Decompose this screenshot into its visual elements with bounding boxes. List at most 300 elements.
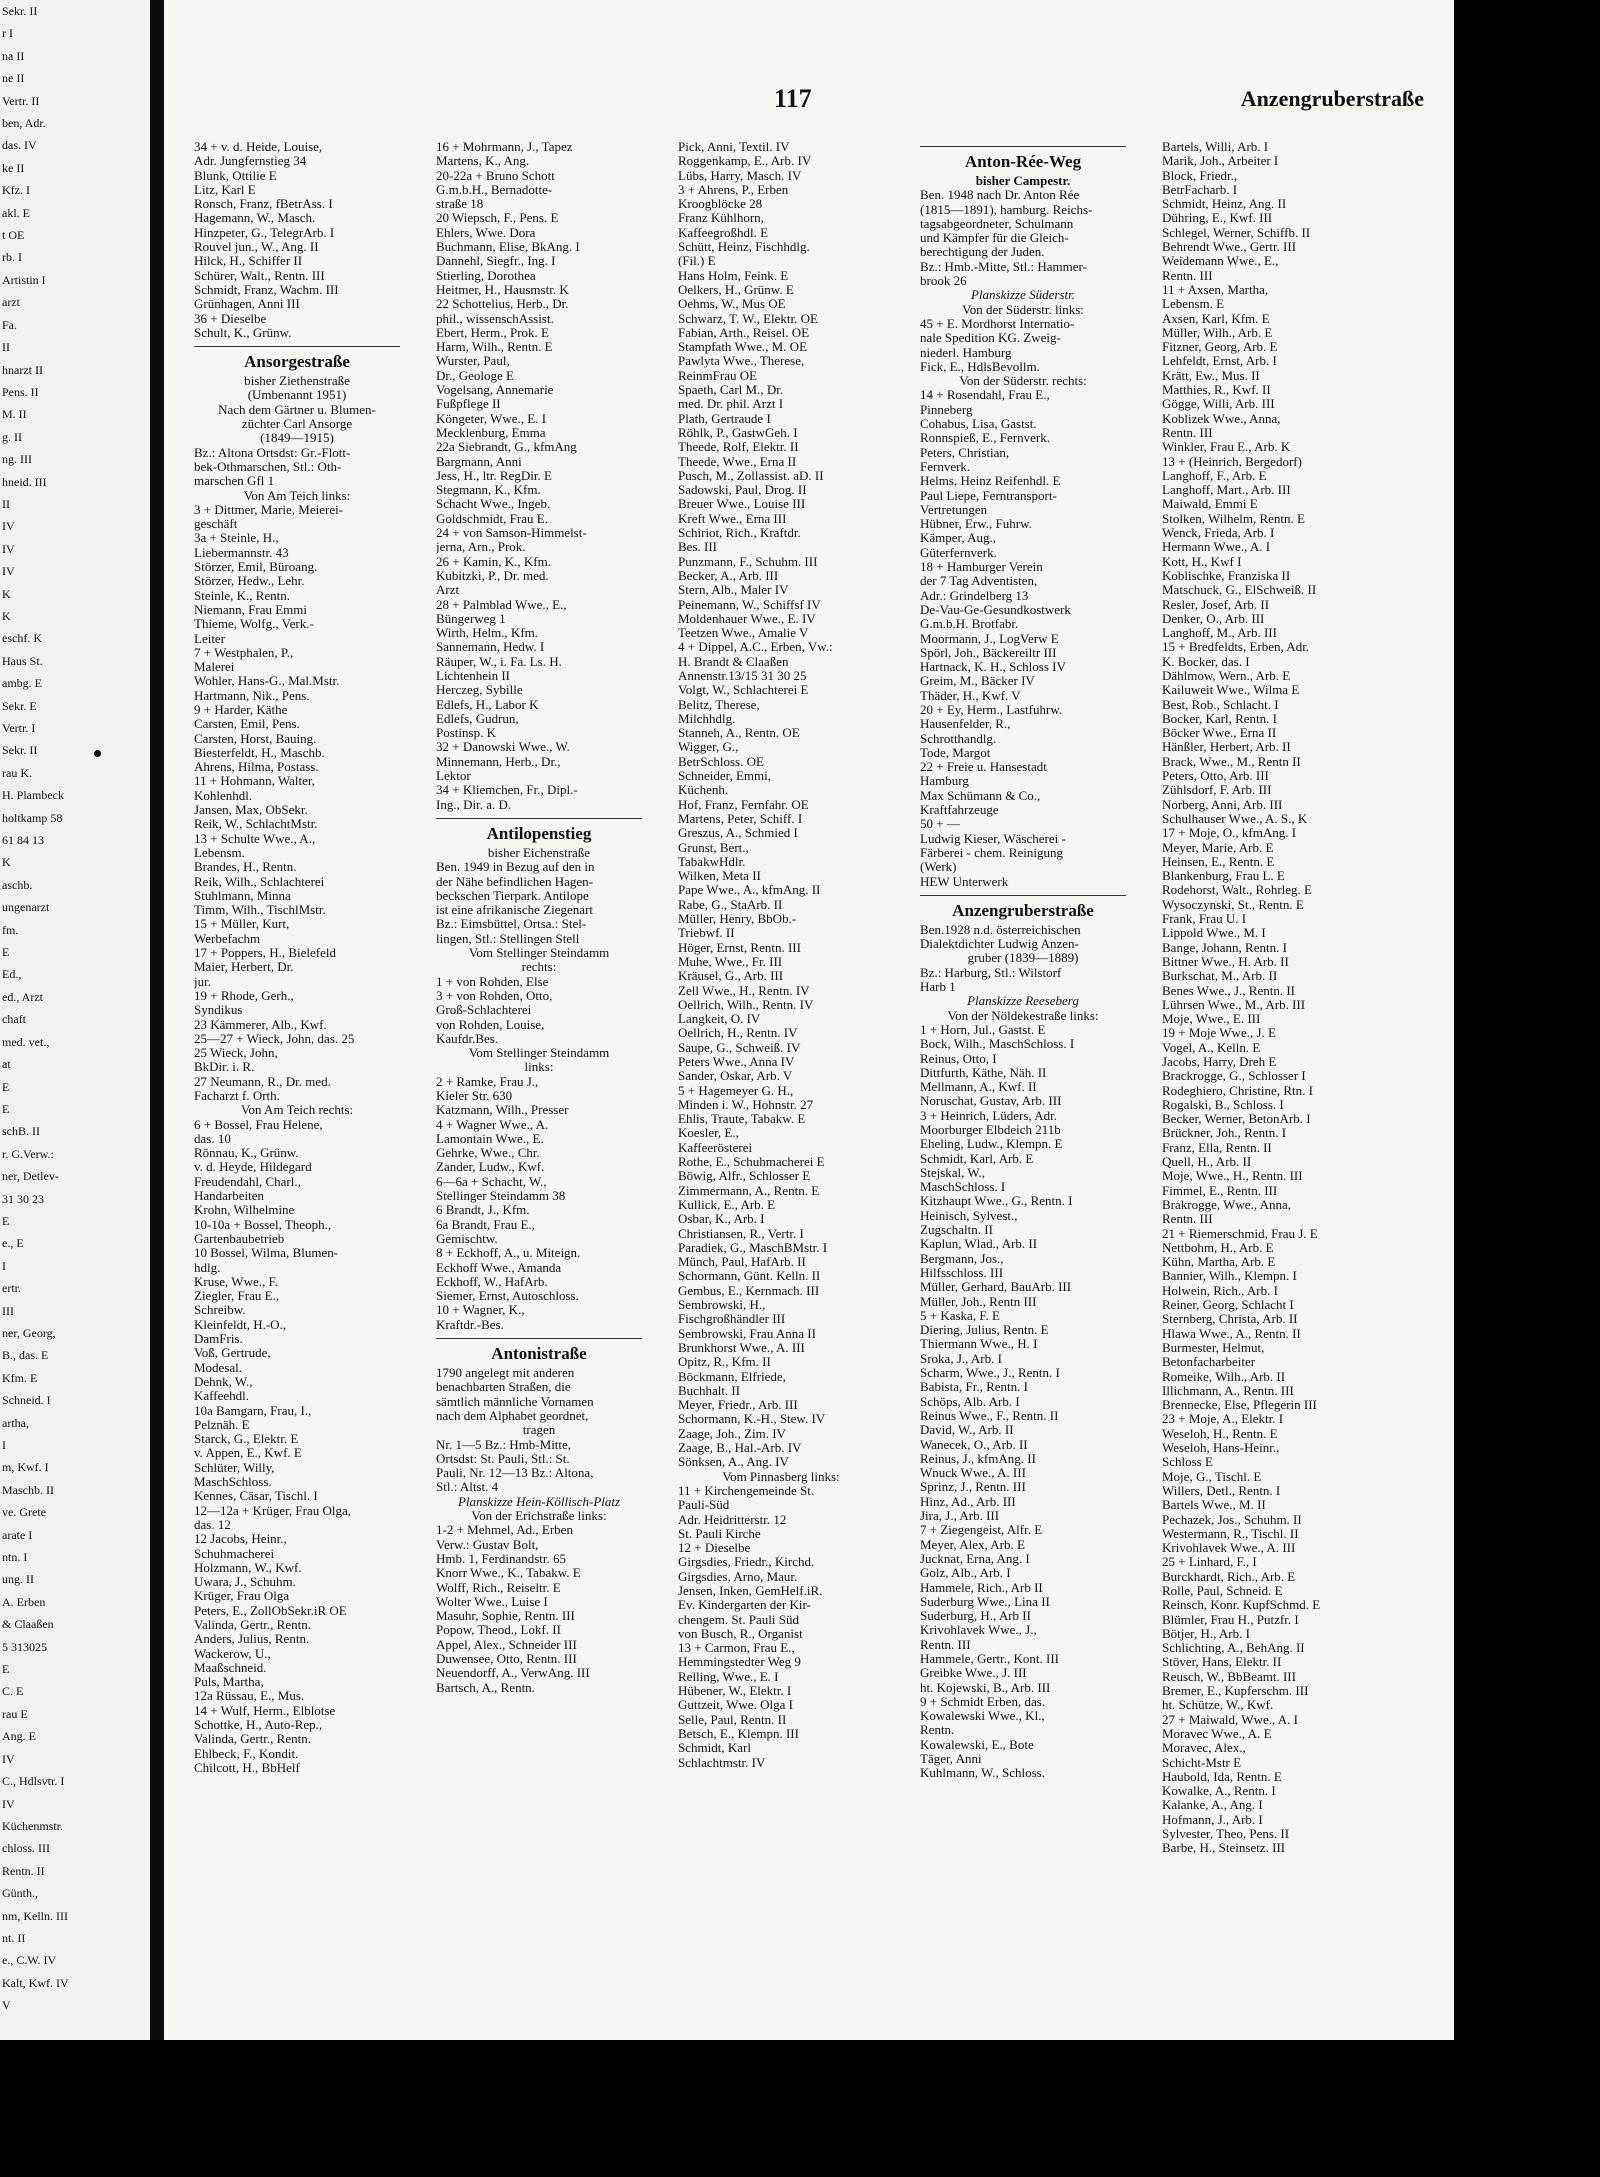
directory-entry: Meyer, Marie, Arb. E xyxy=(1162,840,1274,855)
directory-entry: Peters, Otto, Arb. III xyxy=(1162,769,1269,784)
book-gutter xyxy=(150,0,164,2040)
left-fragment-line: 61 84 13 xyxy=(2,833,44,848)
left-fragment-line: ed., Arzt xyxy=(2,989,43,1004)
directory-entry: Denker, O., Arb. III xyxy=(1162,611,1265,626)
directory-entry: Weseloh, Hans-Heinr., xyxy=(1162,1441,1280,1456)
directory-entry: Voß, Gertrude, xyxy=(194,1346,271,1361)
directory-entry: Oehms, W., Mus OE xyxy=(678,297,786,312)
directory-entry: Popow, Theod., Lokf. II xyxy=(436,1623,561,1638)
directory-entry: Anders, Julius, Rentn. xyxy=(194,1632,310,1647)
directory-entry: 12 + Dieselbe xyxy=(678,1541,751,1556)
left-fragment-line: holtkamp 58 xyxy=(2,810,63,825)
street-heading: Anzengruberstraße xyxy=(920,895,1126,921)
directory-entry: Wackerow, U., xyxy=(194,1646,271,1661)
left-fragment-line: artha, xyxy=(2,1415,29,1430)
left-fragment-line: Fa. xyxy=(2,317,17,332)
directory-entry: Bartsch, A., Rentn. xyxy=(436,1680,535,1695)
directory-entry: Sembrowski, H., xyxy=(678,1298,766,1313)
directory-entry: Werbefachm xyxy=(194,931,261,946)
directory-entry: Kullick, E., Arb. E xyxy=(678,1197,776,1212)
left-fragment-line: chloss. III xyxy=(2,1841,50,1856)
left-fragment-line: e., C.W. IV xyxy=(2,1953,57,1968)
directory-entry: Brackrogge, G., Schlosser I xyxy=(1162,1069,1306,1084)
directory-entry: Ing., Dir. a. D. xyxy=(436,797,512,812)
directory-entry: Westermann, R., Tischl. II xyxy=(1162,1526,1299,1541)
directory-entry: Herczeg, Sybille xyxy=(436,683,523,698)
directory-entry: Ev. Kindergarten der Kir- xyxy=(678,1598,811,1613)
directory-entry: Becker, Werner, BetonArb. I xyxy=(1162,1112,1311,1127)
directory-entry: Liebermannstr. 43 xyxy=(194,545,289,560)
directory-entry: Reik, Wilh., Schlachterei xyxy=(194,874,325,889)
directory-entry: Betsch, E., Klempn. III xyxy=(678,1726,799,1741)
directory-entry: H. Brandt & Claaßen xyxy=(678,654,789,669)
directory-entry: Moje, G., Tischl. E xyxy=(1162,1469,1262,1484)
directory-entry: Zaage, Joh., Zim. IV xyxy=(678,1426,786,1441)
directory-entry: Pape Wwe., A., kfmAng. II xyxy=(678,883,821,898)
directory-entry: Schütt, Heinz, Fischhdlg. xyxy=(678,240,810,255)
directory-entry: Paradiek, G., MaschBMstr. I xyxy=(678,1240,828,1255)
directory-entry: Nr. 1—5 Bz.: Hmb-Mitte, xyxy=(436,1437,572,1452)
left-fragment-line: r I xyxy=(2,26,13,41)
left-fragment-line: at xyxy=(2,1057,11,1072)
directory-entry: bisher Campestr. xyxy=(975,174,1071,188)
directory-entry: brook 26 xyxy=(920,274,967,289)
directory-entry: Cohabus, Lisa, Gastst. xyxy=(920,417,1037,432)
directory-entry: Wolter Wwe., Luise I xyxy=(436,1594,548,1609)
directory-entry: Zaage, B., Hal.-Arb. IV xyxy=(678,1441,802,1456)
directory-entry: Dählmow, Wern., Arb. E xyxy=(1162,668,1291,683)
left-fragment-line: ambg. E xyxy=(2,676,42,691)
directory-entry: Block, Friedr., xyxy=(1162,168,1238,183)
directory-entry: Kailuweit Wwe., Wilma E xyxy=(1162,683,1300,698)
directory-entry: Franz, Ella, Rentn. II xyxy=(1162,1140,1272,1155)
directory-entry: Buchhalt. II xyxy=(678,1383,741,1398)
directory-entry: bisher Eichenstraße xyxy=(487,845,591,860)
directory-entry: Kowalewski, E., Bote xyxy=(920,1737,1034,1752)
left-fragment-line: ntn. I xyxy=(2,1550,28,1565)
left-fragment-line: ben, Adr. xyxy=(2,116,46,131)
directory-entry: lingen, Stl.: Stellingen Stell xyxy=(436,931,580,946)
directory-entry: sämtlich männliche Vornamen xyxy=(436,1394,594,1409)
directory-entry: Böckmann, Elfriede, xyxy=(678,1369,786,1384)
directory-entry: Sönksen, A., Ang. IV xyxy=(678,1455,789,1470)
left-fragment-line: aschb. xyxy=(2,877,33,892)
left-fragment-line: IV xyxy=(2,1796,15,1811)
directory-entry: Bz.: Altona Ortsdst: Gr.-Flott- xyxy=(194,445,351,460)
street-heading: Antilopenstieg xyxy=(436,818,642,844)
directory-entry: Dühring, E., Kwf. III xyxy=(1162,211,1273,226)
directory-entry: Golz, Alb., Arb. I xyxy=(920,1566,1011,1581)
directory-entry: 36 + Dieselbe xyxy=(194,311,267,326)
directory-entry: 32 + Danowski Wwe., W. xyxy=(436,740,570,755)
directory-entry: Matthies, R., Kwf. II xyxy=(1162,383,1271,398)
directory-entry: Reinus, J., kfmAng. II xyxy=(920,1451,1036,1466)
directory-entry: Stellinger Steindamm 38 xyxy=(436,1189,566,1204)
directory-entry: Rentn. III xyxy=(1162,1212,1213,1227)
directory-entry: Greibke Wwe., J. III xyxy=(920,1666,1027,1681)
directory-entry: 6—6a + Schacht, W., xyxy=(436,1174,547,1189)
directory-entry: Krivohlavek Wwe., J., xyxy=(920,1623,1037,1638)
directory-entry: Sylvester, Theo, Pens. II xyxy=(1162,1827,1290,1842)
directory-entry: Burckhardt, Rich., Arb. E xyxy=(1162,1569,1296,1584)
left-fragment-line: ungenarzt xyxy=(2,900,50,915)
left-fragment-line: akl. E xyxy=(2,205,30,220)
directory-entry: Litz, Karl E xyxy=(194,182,256,197)
directory-entry: Schlegel, Werner, Schiffb. II xyxy=(1162,225,1311,240)
directory-entry: (1815—1891), hamburg. Reichs- xyxy=(920,202,1093,217)
directory-entry: Planskizze Süderstr. xyxy=(971,288,1075,303)
directory-entry: Martens, K., Ang. xyxy=(436,154,530,169)
directory-entry: Von der Süderstr. links: xyxy=(962,302,1084,317)
directory-entry: Girgsdies, Friedr., Kirchd. xyxy=(678,1555,815,1570)
directory-entry: Schöps, Alb. Arb. I xyxy=(920,1394,1020,1409)
directory-entry: 34 + Kliemchen, Fr., Dipl.- xyxy=(436,783,578,798)
left-fragment-line: V xyxy=(2,1998,11,2013)
directory-entry: Arzt xyxy=(436,583,460,598)
directory-entry: Zell Wwe., H., Rentn. IV xyxy=(678,983,810,998)
directory-entry: Ahrens, Hilma, Postass. xyxy=(194,760,319,775)
left-fragment-line: nm, Kelln. III xyxy=(2,1908,68,1923)
directory-entry: Kräusel, G., Arb. III xyxy=(678,969,784,984)
directory-entry: Schmidt, Franz, Wachm. III xyxy=(194,282,339,297)
directory-entry: Mellmann, A., Kwf. II xyxy=(920,1080,1037,1095)
left-fragment-line: das. IV xyxy=(2,138,37,153)
directory-entry: 9 + Harder, Käthe xyxy=(194,702,288,717)
directory-entry: Edlefs, Gudrun, xyxy=(436,711,519,726)
directory-entry: Kalanke, A., Ang. I xyxy=(1162,1798,1263,1813)
directory-entry: Schrotthandlg. xyxy=(920,731,997,746)
directory-entry: Masuhr, Sophie, Rentn. III xyxy=(436,1609,575,1624)
directory-entry: Burkschat, M., Arb. II xyxy=(1162,969,1278,984)
left-fragment-line: Günth., xyxy=(2,1886,38,1901)
left-fragment-line: IV xyxy=(2,519,15,534)
directory-entry: Facharzt f. Orth. xyxy=(194,1089,280,1103)
directory-entry: Täger, Anni xyxy=(920,1752,982,1767)
directory-entry: Stern, Alb., Maler IV xyxy=(678,583,789,598)
directory-entry: Wilken, Meta II xyxy=(678,869,761,884)
directory-entry: Malerei xyxy=(194,660,235,675)
directory-entry: rechts: xyxy=(521,960,557,975)
directory-entry: Jess, H., ltr. RegDir. E xyxy=(436,468,552,483)
left-fragment-line: Ed., xyxy=(2,967,22,982)
directory-entry: Langkeit, O. IV xyxy=(678,1012,761,1027)
directory-entry: Holwein, Rich., Arb. I xyxy=(1162,1283,1278,1298)
directory-entry: Langhoff, F., Arb. E xyxy=(1162,468,1267,483)
directory-entry: Oellrich, Wilh., Rentn. IV xyxy=(678,997,814,1012)
directory-entry: Von Am Teich links: xyxy=(243,488,351,503)
directory-entry: Fußpflege II xyxy=(436,397,501,412)
left-fragment-line: nt. II xyxy=(2,1930,26,1945)
directory-entry: 26 + Kamin, K., Kfm. xyxy=(436,554,551,569)
directory-entry: Triebwf. II xyxy=(678,926,735,941)
directory-entry: Jansen, Max, ObSekr. xyxy=(194,803,308,818)
directory-entry: Pelznäh. E xyxy=(194,1417,250,1432)
left-fragment-line: Kfz. I xyxy=(2,183,30,198)
directory-entry: Kleinfeldt, H.-O., xyxy=(194,1317,287,1332)
directory-entry: Koesler, E., xyxy=(678,1126,739,1141)
directory-entry: Reinsch, Konr. KupfSchmd. E xyxy=(1162,1598,1321,1613)
directory-entry: med. Dr. phil. Arzt I xyxy=(678,397,784,412)
directory-entry: 8 + Eckhoff, A., u. Miteign. xyxy=(436,1246,581,1261)
directory-entry: Peters, E., ZollObSekr.iR OE xyxy=(194,1603,347,1618)
directory-entry: Höger, Ernst, Rentn. III xyxy=(678,940,801,955)
left-fragment-line: ner, Georg, xyxy=(2,1325,56,1340)
directory-entry: 10-10a + Bossel, Theoph., xyxy=(194,1217,332,1232)
directory-entry: Krohn, Wilhelmine xyxy=(194,1203,295,1218)
directory-entry: Reinus Wwe., F., Rentn. II xyxy=(920,1408,1059,1423)
directory-entry: Hilck, H., Schiffer II xyxy=(194,254,303,269)
directory-entry: Reiner, Georg, Schlacht I xyxy=(1162,1298,1294,1313)
directory-entry: Willers, Detl., Rentn. I xyxy=(1162,1483,1281,1498)
directory-entry: Schormann, K.-H., Stew. IV xyxy=(678,1412,826,1427)
directory-entry: hdlg. xyxy=(194,1260,221,1275)
directory-entry: 1-2 + Mehmel, Ad., Erben xyxy=(436,1523,573,1538)
directory-entry: Koblizek Wwe., Anna, xyxy=(1162,411,1281,426)
directory-entry: Fabian, Arth., Reisel. OE xyxy=(678,325,810,340)
left-fragment-line: C. E xyxy=(2,1684,24,1699)
left-fragment-line: II xyxy=(2,340,10,355)
directory-entry: Zimmermann, A., Rentn. E xyxy=(678,1183,820,1198)
directory-entry: Von der Nöldekestraße links: xyxy=(947,1008,1099,1023)
directory-entry: 10 + Wagner, K., xyxy=(436,1303,525,1318)
left-fragment-line: Sekr. II xyxy=(2,743,38,758)
directory-entry: Pusch, M., Zollassist. aD. II xyxy=(678,468,824,483)
directory-entry: 6 Brandt, J., Kfm. xyxy=(436,1203,530,1218)
directory-entry: 17 + Moje, O., kfmAng. I xyxy=(1162,826,1297,841)
directory-entry: Rolle, Paul, Schneid. E xyxy=(1162,1583,1283,1598)
directory-entry: Wenck, Frieda, Arb. I xyxy=(1162,526,1275,541)
directory-entry: Guttzeit, Wwe. Olga I xyxy=(678,1698,793,1713)
directory-entry: 7 + Westphalen, P., xyxy=(194,645,294,660)
directory-entry: Teetzen Wwe., Amalie V xyxy=(678,626,809,641)
directory-entry: 19 + Rhode, Gerh., xyxy=(194,988,294,1003)
street-heading: Anton-Rée-Weg xyxy=(920,146,1126,172)
directory-entry: Blunk, Ottilie E xyxy=(194,168,277,183)
directory-entry: Verw.: Gustav Bolt, xyxy=(436,1537,539,1552)
binding-dot xyxy=(94,750,101,757)
directory-entry: Starck, G., Elektr. E xyxy=(194,1432,299,1447)
directory-entry: Moormann, J., LogVerw E xyxy=(920,631,1059,646)
column-2 xyxy=(436,140,642,1695)
directory-entry: BetrSchloss. OE xyxy=(678,754,764,769)
directory-entry: Ebert, Herm., Prok. E xyxy=(436,325,550,340)
directory-entry: 13 + (Heinrich, Bergedorf) xyxy=(1162,454,1302,469)
directory-entry: Postinsp. K xyxy=(436,726,496,741)
directory-entry: Kaffeehdl. xyxy=(194,1389,249,1404)
directory-entry: Hemmingstedter Weg 9 xyxy=(678,1655,801,1670)
left-fragment-line: Schneid. I xyxy=(2,1393,51,1408)
directory-entry: G.m.b.H. Brotfabr. xyxy=(920,617,1019,632)
directory-entry: 25 Wieck, John, xyxy=(194,1046,278,1061)
directory-entry: Dehnk, W., xyxy=(194,1374,253,1389)
directory-entry: Tode, Margot xyxy=(920,745,991,760)
directory-entry: Sannemann, Hedw. I xyxy=(436,640,545,655)
directory-entry: Rouvel jun., W., Ang. II xyxy=(194,240,319,255)
directory-entry: Wigger, G., xyxy=(678,740,739,755)
directory-entry: David, W., Arb. II xyxy=(920,1423,1014,1438)
directory-entry: Schottke, H., Auto-Rep., xyxy=(194,1718,323,1733)
left-fragment-line: med. vet., xyxy=(2,1034,50,1049)
directory-entry: von Rohden, Louise, xyxy=(436,1017,545,1032)
directory-entry: Marik, Joh., Arbeiter I xyxy=(1162,154,1279,169)
directory-entry: Illichmann, A., Rentn. III xyxy=(1162,1383,1294,1398)
directory-entry: Schormann, Günt. Kelln. II xyxy=(678,1269,821,1284)
directory-entry: marschen Gfl 1 xyxy=(194,474,275,489)
directory-entry: 2 + Ramke, Frau J., xyxy=(436,1074,539,1089)
directory-entry: bek-Othmarschen, Stl.: Oth- xyxy=(194,459,342,474)
directory-entry: Fimmel, E., Rentn. III xyxy=(1162,1183,1278,1198)
directory-entry: Valinda, Gertr., Rentn. xyxy=(194,1617,311,1632)
left-fragment-line: IV xyxy=(2,541,15,556)
left-fragment-line: arate I xyxy=(2,1527,33,1542)
directory-entry: Bergmann, Jos., xyxy=(920,1251,1004,1266)
directory-entry: 10a Bamgarn, Frau, I., xyxy=(194,1403,312,1418)
directory-entry: Moje, Wwe., H., Rentn. III xyxy=(1162,1169,1303,1184)
directory-entry: Fitzner, Georg, Arb. E xyxy=(1162,340,1278,355)
directory-entry: Hinz, Ad., Arb. III xyxy=(920,1494,1016,1509)
directory-entry: Suderburg, H., Arb II xyxy=(920,1609,1031,1624)
directory-entry: Wurster, Paul, xyxy=(436,354,510,369)
directory-entry: Best, Rob., Schlacht. I xyxy=(1162,697,1279,712)
directory-entry: ht. Kojewski, B., Arb. III xyxy=(920,1680,1051,1695)
directory-entry: 21 + Riemerschmid, Frau J. E xyxy=(1162,1226,1318,1241)
directory-entry: Annenstr.13/15 31 30 25 xyxy=(678,668,807,683)
left-fragment-line: arzt xyxy=(2,295,20,310)
directory-entry: nale Spedition KG. Zweig- xyxy=(920,331,1061,346)
directory-entry: Romeike, Wilh., Arb. II xyxy=(1162,1369,1286,1384)
directory-entry: Blümler, Frau H., Putzfr. I xyxy=(1162,1612,1299,1627)
directory-entry: Suderburg Wwe., Lina II xyxy=(920,1594,1050,1609)
directory-entry: Hof, Franz, Fernfahr. OE xyxy=(678,797,809,812)
directory-entry: Vertretungen xyxy=(920,502,988,517)
directory-entry: Fischgroßhändler III xyxy=(678,1312,786,1327)
directory-entry: Bz.: Eimsbüttel, Ortsa.: Stel- xyxy=(436,917,587,932)
directory-entry: 22a Siebrandt, G., kfmAng xyxy=(436,440,577,455)
directory-entry: Gögge, Willi, Arb. III xyxy=(1162,397,1275,412)
directory-entry: Knorr Wwe., K., Tabakw. E xyxy=(436,1566,581,1581)
directory-entry: Heinsen, E., Rentn. E xyxy=(1162,854,1275,869)
left-fragment-line: Vertr. II xyxy=(2,93,40,108)
directory-entry: geschäft xyxy=(194,517,238,532)
directory-entry: 27 Neumann, R., Dr. med. xyxy=(194,1074,331,1089)
directory-entry: Rodehorst, Walt., Rohrleg. E xyxy=(1162,883,1313,898)
directory-entry: Frank, Frau U. I xyxy=(1162,912,1247,927)
directory-entry: Saupe, G., Schweiß. IV xyxy=(678,1040,801,1055)
directory-entry: Christiansen, R., Vertr. I xyxy=(678,1226,804,1241)
left-fragment-line: E xyxy=(2,1079,10,1094)
directory-entry: Bötjer, H., Arb. I xyxy=(1162,1626,1250,1641)
directory-entry: Güterfernverk. xyxy=(920,545,997,560)
directory-entry: Vom Pinnasberg links: xyxy=(722,1469,840,1484)
directory-entry: Hlawa Wwe., A., Rentn. II xyxy=(1162,1326,1301,1341)
directory-entry: Nach dem Gärtner u. Blumen- xyxy=(218,402,376,417)
directory-entry: der 7 Tag Adventisten, xyxy=(920,574,1038,589)
directory-entry: Volgt, W., Schlachterei E xyxy=(678,683,809,698)
directory-entry: der Nähe befindlichen Hagen- xyxy=(436,874,594,889)
left-page-fragment xyxy=(0,0,153,2040)
directory-entry: Paul Liepe, Ferntransport- xyxy=(920,488,1057,503)
directory-entry: 9 + Schmidt Erben, das. xyxy=(920,1694,1046,1709)
directory-entry: Rodeghiero, Christine, Rtn. I xyxy=(1162,1083,1313,1098)
directory-entry: Ziegler, Frau E., xyxy=(194,1289,280,1304)
directory-entry: Grünhagen, Anni III xyxy=(194,297,300,312)
directory-entry: Franz Kühlhorn, xyxy=(678,211,764,226)
directory-entry: 4 + Wagner Wwe., A. xyxy=(436,1117,549,1132)
directory-entry: 12 Jacobs, Heinr., xyxy=(194,1532,287,1547)
directory-entry: züchter Carl Ansorge xyxy=(241,417,353,432)
directory-entry: Mecklenburg, Emma xyxy=(436,425,546,440)
directory-entry: Vogelsang, Annemarie xyxy=(436,383,554,398)
directory-entry: v. d. Heyde, Hildegard xyxy=(194,1160,312,1175)
directory-entry: Fick, E., HdlsBevollm. xyxy=(920,359,1040,374)
directory-entry: Hartnack, K. H., Schloss IV xyxy=(920,660,1066,675)
directory-entry: Schreibw. xyxy=(194,1303,246,1318)
directory-entry: Carsten, Emil, Pens. xyxy=(194,717,300,732)
directory-entry: Heinisch, Sylvest., xyxy=(920,1208,1018,1223)
left-fragment-line: & Claaßen xyxy=(2,1617,54,1632)
directory-entry: Bange, Johann, Rentn. I xyxy=(1162,940,1287,955)
directory-entry: Schiriot, Rich., Kraftdr. xyxy=(678,526,801,541)
directory-entry: Stampfath Wwe., M. OE xyxy=(678,340,808,355)
directory-entry: Plath, Gertraude I xyxy=(678,411,771,426)
directory-entry: Kaffeerösterei xyxy=(678,1140,753,1155)
directory-entry: Holzmann, W., Kwf. xyxy=(194,1560,302,1575)
left-fragment-line: K xyxy=(2,608,11,623)
directory-entry: Brunkhorst Wwe., A. III xyxy=(678,1340,805,1355)
directory-entry: Hamburg xyxy=(920,774,969,789)
directory-entry: Weseloh, H., Rentn. E xyxy=(1162,1426,1278,1441)
directory-entry: Schürer, Walt., Rentn. III xyxy=(194,268,325,283)
left-fragment-line: Sekr. II xyxy=(2,4,38,18)
directory-entry: Maier, Herbert, Dr. xyxy=(194,960,294,975)
directory-entry: Sprinz, J., Rentn. III xyxy=(920,1480,1026,1495)
directory-entry: 23 Kämmerer, Alb., Kwf. xyxy=(194,1017,327,1032)
left-fragment-line: Ang. E xyxy=(2,1729,36,1744)
directory-entry: (Umbenannt 1951) xyxy=(247,388,347,403)
directory-entry: 11 + Axsen, Martha, xyxy=(1162,282,1269,297)
left-fragment-line: ner, Detlev- xyxy=(2,1169,59,1184)
directory-entry: Axsen, Karl, Kfm. E xyxy=(1162,311,1270,326)
directory-entry: Krätt, Ew., Mus. II xyxy=(1162,368,1260,383)
directory-entry: ReinmFrau OE xyxy=(678,368,758,383)
directory-entry: das. 10 xyxy=(194,1131,231,1146)
directory-entry: Rentn. xyxy=(920,1723,955,1738)
directory-entry: De-Vau-Ge-Gesundkostwerk xyxy=(920,602,1071,617)
directory-entry: Brack, Wwe., M., Rentn II xyxy=(1162,754,1301,769)
directory-entry: Adr. Heidritterstr. 12 xyxy=(678,1512,787,1527)
left-fragment-line: A. Erben xyxy=(2,1594,46,1609)
directory-entry: Stegmann, K., Kfm. xyxy=(436,483,541,498)
directory-entry: Noruschat, Gustav, Arb. III xyxy=(920,1094,1062,1109)
directory-entry: Timm, Wilh., TischlMstr. xyxy=(194,903,326,918)
directory-entry: Martens, Peter, Schiff. I xyxy=(678,811,803,826)
directory-entry: Lebensm. xyxy=(194,845,245,860)
left-fragment-line: fm. xyxy=(2,922,19,937)
directory-entry: berechtigung der Juden. xyxy=(920,245,1045,260)
left-fragment-line: Rentn. II xyxy=(2,1863,45,1878)
directory-page xyxy=(164,0,1454,2040)
directory-entry: Hilfsschloss. III xyxy=(920,1265,1004,1280)
directory-entry: BetrFacharb. I xyxy=(1162,182,1238,197)
directory-entry: Bannier, Wilh., Klempn. I xyxy=(1162,1269,1297,1284)
page-number: 117 xyxy=(774,84,812,113)
directory-entry: (Fil.) E xyxy=(678,254,716,269)
directory-entry: Benes Wwe., J., Rentn. II xyxy=(1162,983,1295,998)
directory-entry: Oelkers, H., Grünw. E xyxy=(678,282,794,297)
directory-entry: Lichtenhein II xyxy=(436,668,510,683)
directory-entry: 5 + Hagemeyer G. H., xyxy=(678,1083,794,1098)
directory-entry: Greim, M., Bäcker IV xyxy=(920,674,1035,689)
